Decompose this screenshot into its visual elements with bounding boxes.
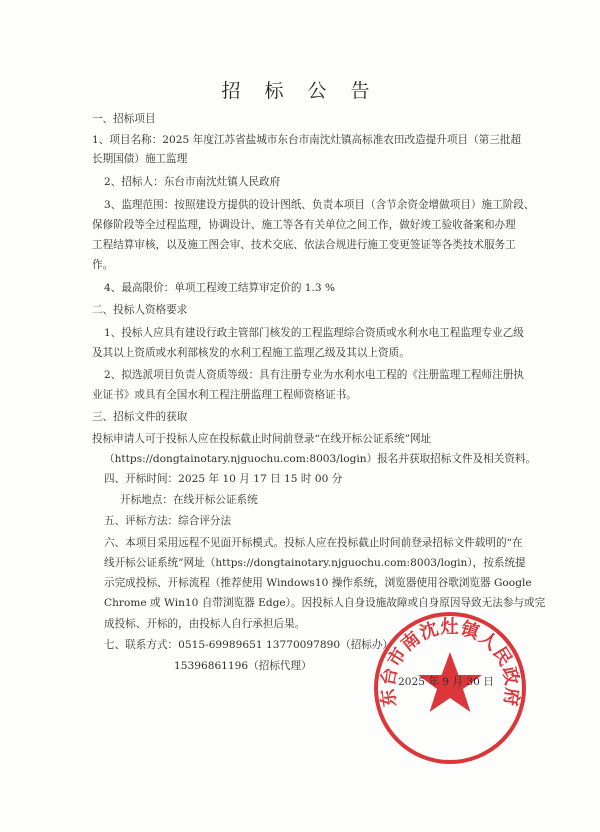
section-heading: 二、投标人资格要求 (92, 304, 188, 316)
text-line: 长期国债）施工监理 (92, 153, 188, 165)
text-line: 1、项目名称：2025 年度江苏省盐城市东台市南沈灶镇高标准农田改造提升项目（第三批超 (92, 134, 522, 146)
text-line: Chrome 或 Win10 自带浏览器 Edge）。因投标人自身设施故障或自身原因导致无法参与或完 (104, 597, 546, 609)
section-heading: 一、招标项目 (92, 113, 156, 125)
section-heading: 三、招标文件的获取 (92, 411, 188, 423)
text-line: 四、开标时间：2025 年 10 月 17 日 15 时 00 分 (104, 473, 343, 485)
text-line: 业证书》或具有全国水利工程注册监理工程师资格证书。 (92, 389, 357, 401)
text-line: 示完成投标、开标流程（推荐使用 Windows10 操作系统，浏览器使用谷歌浏览器 Google (104, 577, 532, 589)
text-line: 线开标公证系统”网址（https://dongtainotary.njguochu.com:8003/login），按系统提 (104, 557, 526, 569)
text-line: 2、拟选派项目负责人资质等级：具有注册专业为水利水电工程的《注册监理工程师注册执 (104, 369, 524, 381)
text-line: 1、投标人应具有建设行政主管部门核发的工程监理综合资质或水利水电工程监理专业乙级 (104, 327, 524, 339)
contact-line: 15396861196（招标代理） (174, 660, 312, 672)
text-line: 工程结算审核，以及施工图会审、技术交底、依法合规进行施工变更签证等各类技术服务工 (92, 239, 516, 251)
text-line: （https://dongtainotary.njguochu.com:8003/login）报名并获取招标文件及相关资料。 (104, 453, 537, 465)
text-line: 六、本项目采用远程不见面开标模式。投标人应在投标截止时间前登录招标文件载明的“在 (104, 537, 523, 549)
text-line: 投标申请人可于投标人应在投标截止时间前登录“在线开标公证系统”网址 (92, 433, 432, 445)
issue-date: 2025 年 9 月 30 日 (398, 676, 494, 688)
text-line: 开标地点：在线开标公证系统 (120, 494, 258, 506)
section-heading: 五、评标方法：综合评分法 (104, 515, 232, 527)
text-line: 成投标、开标的，由投标人自行承担后果。 (104, 618, 306, 630)
text-line: 3、监理范围：按照建设方提供的设计图纸、负责本项目（含节余资金增做项目）施工阶段、 (104, 199, 535, 211)
document-title: 招 标 公 告 (221, 80, 379, 102)
seal-text: 东台市南沈灶镇人民政府 (377, 617, 523, 709)
text-line: 作。 (92, 259, 114, 271)
text-line: 4、最高限价：单项工程竣工结算审定价的 1.3 % (104, 282, 336, 294)
contact-line: 七、联系方式：0515-69989651 13770097890（招标办） (104, 639, 394, 651)
text-line: 保修阶段等全过程监理，协调设计、施工等各有关单位之间工作，做好竣工验收备案和办理 (92, 219, 516, 231)
text-line: 2、招标人：东台市南沈灶镇人民政府 (104, 176, 281, 188)
text-line: 及其以上资质或水利部核发的水利工程施工监理乙级及其以上资质。 (92, 347, 410, 359)
